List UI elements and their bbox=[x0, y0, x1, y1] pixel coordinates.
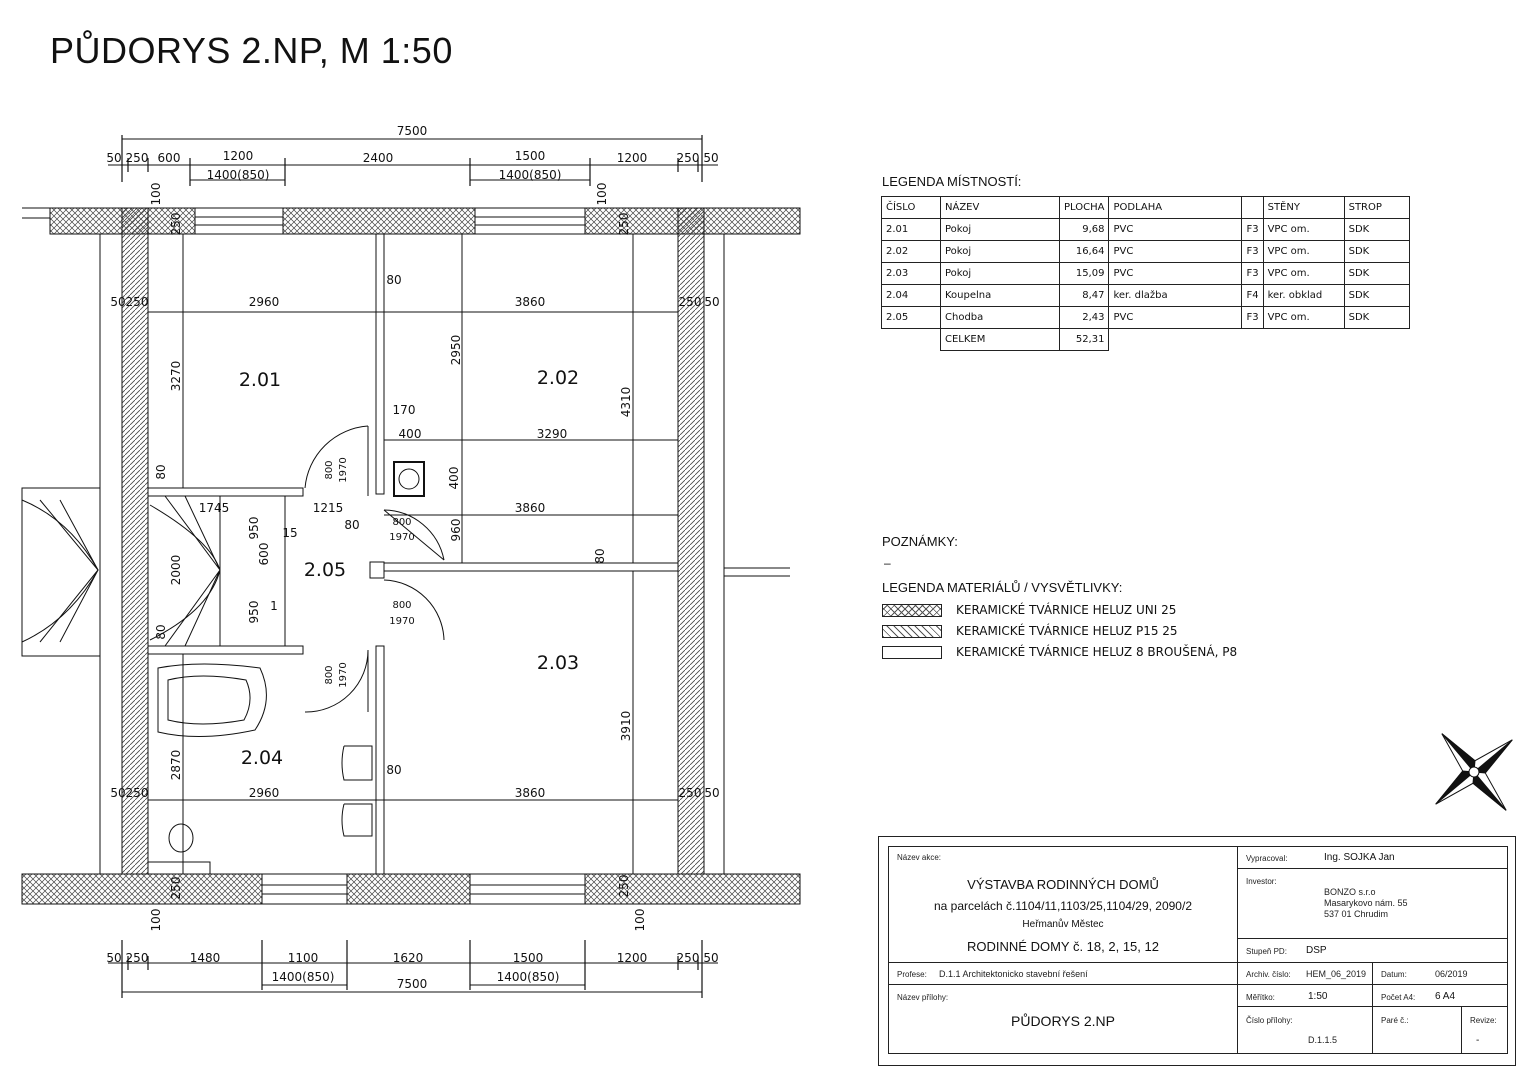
akce-label: Název akce: bbox=[897, 853, 942, 862]
dim-door: 800 bbox=[324, 460, 335, 480]
priloha-value: PŮDORYS 2.NP bbox=[1011, 1013, 1115, 1029]
cell: F4 bbox=[1242, 285, 1263, 307]
dim: 50 bbox=[704, 295, 720, 309]
meritko-label: Měřítko: bbox=[1246, 993, 1275, 1002]
room-label-2-02: 2.02 bbox=[536, 367, 580, 389]
total-value: 52,31 bbox=[1060, 329, 1109, 351]
dim: 250 bbox=[678, 295, 702, 309]
total-label: CELKEM bbox=[941, 329, 1060, 351]
vypracoval-value: Ing. SOJKA Jan bbox=[1324, 852, 1395, 863]
hatch-swatch bbox=[882, 625, 942, 638]
dim: 1 bbox=[270, 599, 278, 613]
datum-value: 06/2019 bbox=[1435, 969, 1468, 979]
vypracoval-cell bbox=[1237, 846, 1508, 869]
akce-line-1: VÝSTAVBA RODINNÝCH DOMŮ bbox=[967, 877, 1159, 892]
akce-line-4: RODINNÉ DOMY č. 18, 2, 15, 12 bbox=[967, 939, 1159, 954]
dim: 100 bbox=[633, 908, 647, 932]
dim: 80 bbox=[154, 624, 168, 640]
material-item bbox=[882, 603, 1176, 617]
cell: VPC om. bbox=[1263, 241, 1344, 263]
cell: SDK bbox=[1344, 307, 1409, 329]
archiv-cell bbox=[1237, 962, 1373, 985]
dim-total-top: 7500 bbox=[396, 124, 428, 138]
cell: PVC bbox=[1109, 307, 1242, 329]
table-row bbox=[882, 241, 1410, 263]
dim: 250 bbox=[169, 876, 183, 900]
dim: 250 bbox=[678, 786, 702, 800]
dim: 250 bbox=[169, 212, 183, 236]
dim: 2960 bbox=[248, 786, 280, 800]
dim: 50 bbox=[110, 295, 126, 309]
dim: 250 bbox=[125, 786, 149, 800]
priloha-cell bbox=[888, 984, 1238, 1054]
stupen-value: DSP bbox=[1306, 945, 1327, 956]
dim: 1620 bbox=[392, 951, 424, 965]
room-label-2-04: 2.04 bbox=[240, 747, 284, 769]
cell: PVC bbox=[1109, 219, 1242, 241]
dim: 50 bbox=[703, 151, 719, 165]
dim: 250 bbox=[125, 951, 149, 965]
material-label: KERAMICKÉ TVÁRNICE HELUZ P15 25 bbox=[956, 624, 1178, 638]
dim: 1200 bbox=[616, 951, 648, 965]
pocet-cell bbox=[1372, 984, 1508, 1007]
table-header-row bbox=[882, 197, 1410, 219]
investor-line-3: 537 01 Chrudim bbox=[1324, 909, 1389, 919]
room-label-2-05: 2.05 bbox=[303, 559, 347, 581]
dim: 3860 bbox=[514, 786, 546, 800]
dim: 950 bbox=[247, 516, 261, 540]
dim: 100 bbox=[595, 182, 609, 206]
dim: 50 bbox=[704, 786, 720, 800]
header-cell bbox=[1242, 197, 1263, 219]
cell: F3 bbox=[1242, 219, 1263, 241]
dim: 1480 bbox=[189, 951, 221, 965]
notes-content: – bbox=[884, 556, 891, 570]
dim: 400 bbox=[447, 466, 461, 490]
dim: 600 bbox=[257, 542, 271, 566]
dim: 1745 bbox=[198, 501, 230, 515]
investor-line-2: Masarykovo nám. 55 bbox=[1324, 898, 1408, 908]
dim: 100 bbox=[149, 182, 163, 206]
pare-cell bbox=[1372, 1006, 1462, 1054]
dim-door: 1970 bbox=[338, 457, 349, 483]
table-row bbox=[882, 219, 1410, 241]
datum-cell bbox=[1372, 962, 1508, 985]
vypracoval-label: Vypracoval: bbox=[1246, 854, 1288, 863]
pare-label: Paré č.: bbox=[1381, 1016, 1409, 1025]
material-label: KERAMICKÉ TVÁRNICE HELUZ UNI 25 bbox=[956, 603, 1177, 617]
dim: 3910 bbox=[619, 710, 633, 742]
dim-window: 1400(850) bbox=[498, 168, 562, 182]
dim-door: 800 bbox=[324, 665, 335, 685]
dim: 50 bbox=[106, 151, 122, 165]
cell: Pokoj bbox=[941, 263, 1060, 285]
dim: 2950 bbox=[449, 334, 463, 366]
dim: 1200 bbox=[222, 149, 254, 163]
dim: 400 bbox=[398, 427, 422, 441]
dim: 1200 bbox=[616, 151, 648, 165]
dim: 2870 bbox=[169, 749, 183, 781]
cell: Chodba bbox=[941, 307, 1060, 329]
materials-title: LEGENDA MATERIÁLŮ / VYSVĚTLIVKY: bbox=[882, 580, 1123, 595]
dim: 950 bbox=[247, 600, 261, 624]
dim: 2960 bbox=[248, 295, 280, 309]
cell: 16,64 bbox=[1060, 241, 1109, 263]
header-cell: PLOCHA bbox=[1060, 197, 1109, 219]
dim: 960 bbox=[449, 518, 463, 542]
room-label-2-01: 2.01 bbox=[238, 369, 282, 391]
room-legend-table bbox=[881, 196, 1410, 351]
cell: VPC om. bbox=[1263, 219, 1344, 241]
table-row bbox=[882, 285, 1410, 307]
cell: 2,43 bbox=[1060, 307, 1109, 329]
material-item bbox=[882, 624, 1178, 638]
stupen-cell bbox=[1237, 938, 1508, 963]
dim-window: 1400(850) bbox=[271, 970, 335, 984]
dim: 250 bbox=[676, 151, 700, 165]
dim: 2400 bbox=[362, 151, 394, 165]
header-cell: NÁZEV bbox=[941, 197, 1060, 219]
dim: 80 bbox=[154, 464, 168, 480]
header-cell: PODLAHA bbox=[1109, 197, 1242, 219]
dim-window: 1400(850) bbox=[206, 168, 270, 182]
crosshatch-swatch bbox=[882, 604, 942, 617]
investor-label: Investor: bbox=[1246, 877, 1277, 886]
dim: 3270 bbox=[169, 360, 183, 392]
archiv-label: Archiv. číslo: bbox=[1246, 970, 1291, 979]
pocet-label: Počet A4: bbox=[1381, 993, 1416, 1002]
cell: Pokoj bbox=[941, 241, 1060, 263]
dim: 600 bbox=[157, 151, 181, 165]
dim: 15 bbox=[282, 526, 298, 540]
dim-door: 800 bbox=[392, 517, 412, 528]
cislo-value: D.1.1.5 bbox=[1308, 1035, 1338, 1045]
cell: VPC om. bbox=[1263, 263, 1344, 285]
dim: 250 bbox=[617, 212, 631, 236]
cell: 2.03 bbox=[882, 263, 941, 285]
dim: 2000 bbox=[169, 554, 183, 586]
dim-door: 1970 bbox=[338, 662, 349, 688]
datum-label: Datum: bbox=[1381, 970, 1407, 979]
cell: VPC om. bbox=[1263, 307, 1344, 329]
cislo-cell bbox=[1237, 1006, 1373, 1054]
dim: 250 bbox=[125, 295, 149, 309]
cell: F3 bbox=[1242, 241, 1263, 263]
dim: 1215 bbox=[312, 501, 344, 515]
dim: 3860 bbox=[514, 295, 546, 309]
cell: Pokoj bbox=[941, 219, 1060, 241]
cell: 2.01 bbox=[882, 219, 941, 241]
profese-cell bbox=[888, 962, 1238, 985]
cell: 2.02 bbox=[882, 241, 941, 263]
cell: SDK bbox=[1344, 263, 1409, 285]
cell: 2.05 bbox=[882, 307, 941, 329]
table-total-row bbox=[882, 329, 1410, 351]
blank-swatch bbox=[882, 646, 942, 659]
dim: 50 bbox=[703, 951, 719, 965]
header-cell: STĚNY bbox=[1263, 197, 1344, 219]
priloha-label: Název přílohy: bbox=[897, 993, 949, 1002]
cell: SDK bbox=[1344, 285, 1409, 307]
dim: 50 bbox=[106, 951, 122, 965]
dim: 4310 bbox=[619, 386, 633, 418]
dim: 80 bbox=[593, 548, 607, 564]
cell: F3 bbox=[1242, 307, 1263, 329]
investor-line-1: BONZO s.r.o bbox=[1324, 887, 1376, 897]
akce-line-2: na parcelách č.1104/11,1103/25,1104/29, 2090/2 bbox=[934, 899, 1192, 913]
drawing-title: PŮDORYS 2.NP, M 1:50 bbox=[50, 30, 453, 71]
profese-value: D.1.1 Architektonicko stavební řešení bbox=[939, 969, 1088, 979]
dim: 250 bbox=[617, 874, 631, 898]
table-row bbox=[882, 263, 1410, 285]
revize-value: - bbox=[1476, 1035, 1480, 1046]
cell: 2.04 bbox=[882, 285, 941, 307]
material-label: KERAMICKÉ TVÁRNICE HELUZ 8 BROUŠENÁ, P8 bbox=[956, 645, 1238, 659]
table-row bbox=[882, 307, 1410, 329]
dim: 170 bbox=[392, 403, 416, 417]
room-legend-title: LEGENDA MÍSTNOSTÍ: bbox=[882, 174, 1022, 189]
revize-label: Revize: bbox=[1470, 1016, 1497, 1025]
dim-window: 1400(850) bbox=[496, 970, 560, 984]
revize-cell bbox=[1461, 1006, 1508, 1054]
archiv-value: HEM_06_2019 bbox=[1306, 969, 1367, 979]
dim: 1500 bbox=[514, 149, 546, 163]
dim: 3860 bbox=[514, 501, 546, 515]
cell: SDK bbox=[1344, 241, 1409, 263]
dim: 1500 bbox=[512, 951, 544, 965]
dim: 1100 bbox=[287, 951, 319, 965]
profese-label: Profese: bbox=[897, 970, 927, 979]
akce-cell bbox=[888, 846, 1238, 963]
dim-door: 1970 bbox=[389, 616, 415, 627]
cislo-label: Číslo přílohy: bbox=[1246, 1016, 1293, 1025]
cell: F3 bbox=[1242, 263, 1263, 285]
notes-title: POZNÁMKY: bbox=[882, 534, 958, 549]
meritko-cell bbox=[1237, 984, 1373, 1007]
dim: 3290 bbox=[536, 427, 568, 441]
dim: 80 bbox=[344, 518, 360, 532]
dim-total-bottom: 7500 bbox=[396, 977, 428, 991]
dim-door: 800 bbox=[392, 600, 412, 611]
cell: 15,09 bbox=[1060, 263, 1109, 285]
dim-door: 1970 bbox=[389, 532, 415, 543]
cell: ker. dlažba bbox=[1109, 285, 1242, 307]
dim: 80 bbox=[386, 763, 402, 777]
dim: 250 bbox=[676, 951, 700, 965]
cell: SDK bbox=[1344, 219, 1409, 241]
cell: PVC bbox=[1109, 263, 1242, 285]
material-item bbox=[882, 645, 1237, 659]
header-cell: ČÍSLO bbox=[882, 197, 941, 219]
cell: PVC bbox=[1109, 241, 1242, 263]
cell: ker. obklad bbox=[1263, 285, 1344, 307]
akce-line-3: Heřmanův Městec bbox=[1022, 919, 1104, 930]
meritko-value: 1:50 bbox=[1308, 991, 1328, 1002]
stupen-label: Stupeň PD: bbox=[1246, 947, 1287, 956]
dim: 250 bbox=[125, 151, 149, 165]
dim: 50 bbox=[110, 786, 126, 800]
cell: 9,68 bbox=[1060, 219, 1109, 241]
dim: 80 bbox=[386, 273, 402, 287]
cell: Koupelna bbox=[941, 285, 1060, 307]
room-label-2-03: 2.03 bbox=[536, 652, 580, 674]
dim: 100 bbox=[149, 908, 163, 932]
pocet-value: 6 A4 bbox=[1435, 991, 1456, 1002]
investor-cell bbox=[1237, 868, 1508, 939]
cell: 8,47 bbox=[1060, 285, 1109, 307]
header-cell: STROP bbox=[1344, 197, 1409, 219]
